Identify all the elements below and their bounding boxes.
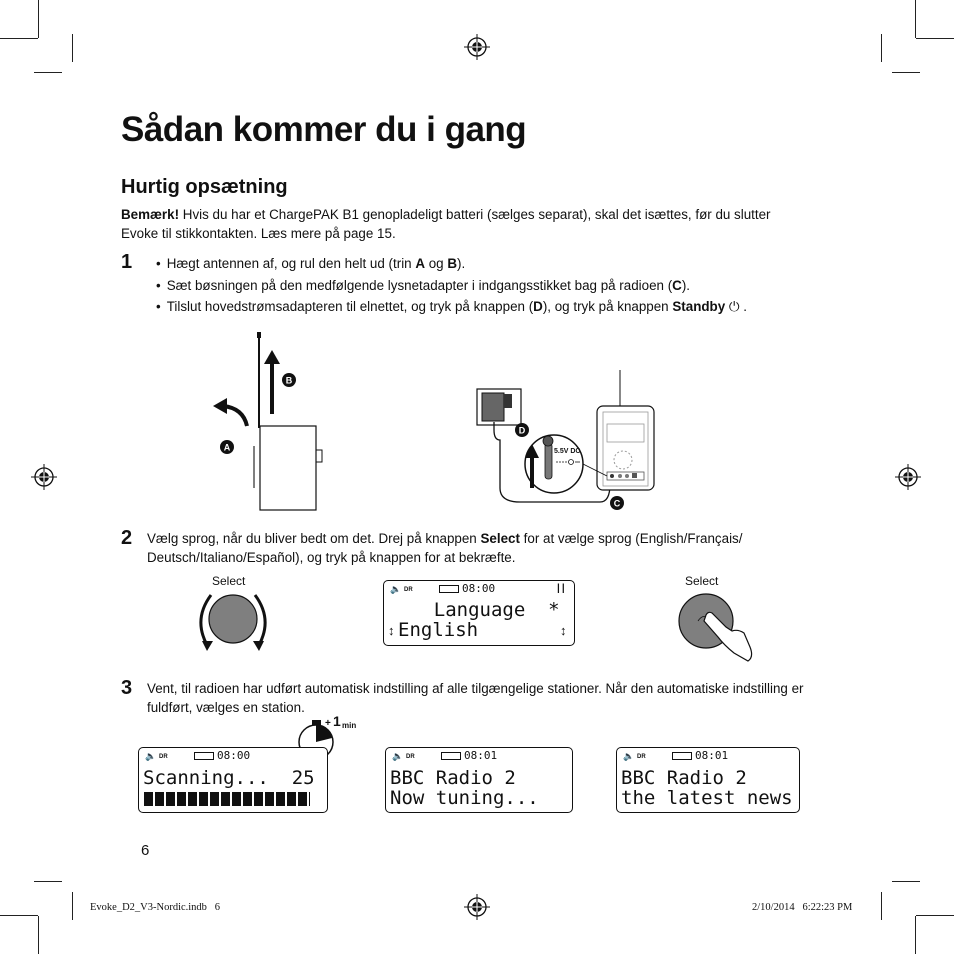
list-item: • Sæt bøsningen på den medfølgende lysnetadapter i indgangsstikket bag på radioen (C). [156, 275, 747, 297]
crop-mark [916, 915, 954, 916]
crop-mark [72, 34, 73, 62]
display-tag: DR [406, 754, 415, 760]
crop-mark [915, 916, 916, 954]
arrow-icon: ↕ [560, 623, 567, 638]
footer-timestamp: 2/10/2014 6:22:23 PM [752, 902, 853, 913]
figure-label: C [613, 498, 621, 509]
knob-label: Select [212, 574, 246, 588]
knob-label: Select [685, 574, 719, 588]
step2-text: Vælg sprog, når du bliver bedt om det. Drej på knappen Select for at vælge sprog (English/Français/ Deutsch/Italiano/Español), og tryk på knappen for at bekræfte. [147, 531, 743, 565]
crop-mark [38, 0, 39, 38]
timer-value: 1 [333, 713, 341, 729]
step-number: 1 [121, 251, 133, 273]
step-number: 2 [121, 527, 133, 549]
display-time: 08:00 [217, 749, 251, 762]
footer-file: Evoke_D2_V3-Nordic.indb 6 [90, 902, 221, 913]
progress-bar [144, 792, 310, 806]
page-title: Sådan kommer du i gang [121, 110, 527, 149]
registration-mark-icon [464, 894, 490, 920]
registration-mark-icon [31, 464, 57, 490]
display-line-1: BBC Radio 2 [621, 767, 747, 789]
display-tag: DR [637, 754, 646, 760]
display-line-2: Now tuning... [390, 787, 539, 809]
crop-mark [34, 72, 62, 73]
figure-label: A [223, 442, 231, 453]
display-time: 08:01 [695, 749, 729, 762]
display-line-2: English [398, 619, 479, 641]
step1-bullets [156, 253, 747, 318]
speaker-icon: 🔈 [390, 584, 402, 594]
power-icon: ⏻ [725, 299, 740, 314]
battery-icon [441, 752, 461, 760]
lcd-display [138, 747, 328, 813]
list-item: • Tilslut hovedstrømsadapteren til elnettet, og tryk på knappen (D), og tryk på knappen Standby ⏻ . [156, 296, 747, 318]
speaker-icon: 🔈 [392, 751, 404, 761]
battery-icon [439, 585, 459, 593]
display-line-1: Scanning... 25 [143, 767, 315, 789]
crop-mark [0, 38, 38, 39]
antenna-illustration [205, 328, 335, 518]
registration-mark-icon [464, 34, 490, 60]
display-line-1: BBC Radio 2 [390, 767, 516, 789]
display-line-2: the latest news [621, 787, 793, 809]
step3-text: Vent, til radioen har udført automatisk indstilling af alle tilgængelige stationer. Når den automatiske indstilling er fuldført, vælges en station. [147, 681, 804, 715]
note-label: Bemærk! [121, 207, 180, 222]
crop-mark [892, 881, 920, 882]
crop-mark [0, 915, 38, 916]
battery-icon [194, 752, 214, 760]
crop-mark [38, 916, 39, 954]
signal-icon: ┃┃ [556, 584, 566, 593]
display-time: 08:00 [462, 582, 496, 595]
page-number: 6 [141, 842, 150, 859]
select-knob-rotate-icon[interactable] [193, 587, 273, 657]
speaker-icon: 🔈 [145, 751, 157, 761]
display-time: 08:01 [464, 749, 498, 762]
crop-mark [916, 38, 954, 39]
speaker-icon: 🔈 [623, 751, 635, 761]
arrow-icon: ↕ [388, 623, 395, 638]
section-title: Hurtig opsætning [121, 176, 288, 198]
list-item: • Hægt antennen af, og rul den helt ud (trin A og B). [156, 253, 747, 275]
crop-mark [34, 881, 62, 882]
display-tag: DR [159, 754, 168, 760]
timer-plus: + [325, 718, 331, 729]
step-number: 3 [121, 677, 133, 699]
select-knob-press-icon[interactable] [676, 587, 756, 667]
crop-mark [915, 0, 916, 38]
display-tag: DR [404, 587, 413, 593]
display-line-1: Language * [388, 599, 560, 621]
crop-mark [892, 72, 920, 73]
lcd-display [385, 747, 573, 813]
lcd-display [616, 747, 800, 813]
crop-mark [72, 892, 73, 920]
battery-icon [672, 752, 692, 760]
power-adapter-illustration [470, 360, 670, 515]
registration-mark-icon [895, 464, 921, 490]
lcd-display [383, 580, 575, 646]
figure-label: D [518, 425, 526, 436]
figure-label: B [285, 375, 293, 386]
dc-voltage-label: 5.5V DC [554, 448, 581, 455]
note-text: Hvis du har et ChargePAK B1 genopladeligt batteri (sælges separat), skal det isættes, før du slutter Evoke til stikkontakten. Læs mere på page 15. [121, 207, 771, 241]
crop-mark [881, 892, 882, 920]
note-paragraph [121, 205, 811, 243]
timer-unit: min [342, 721, 357, 730]
crop-mark [881, 34, 882, 62]
